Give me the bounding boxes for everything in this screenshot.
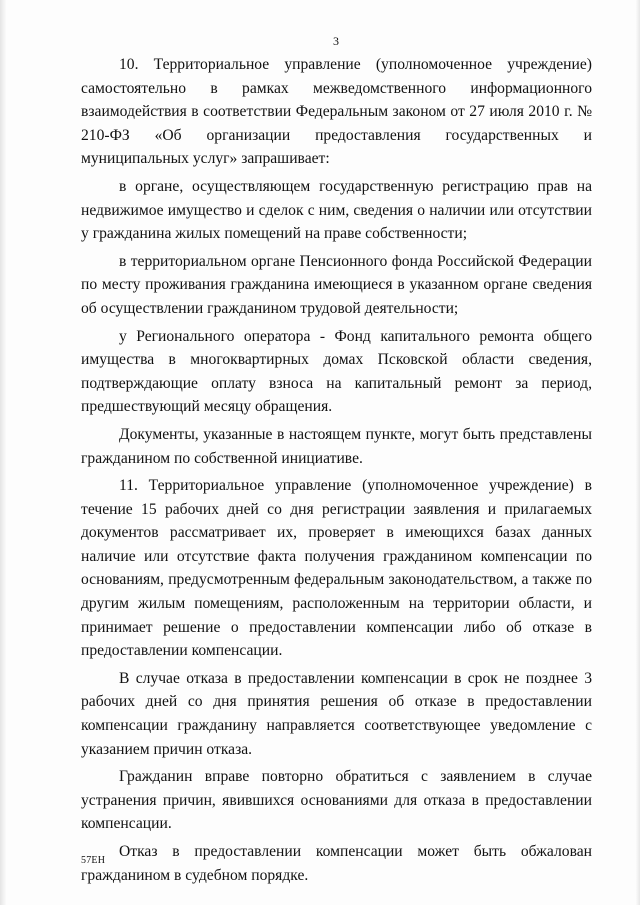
paragraph-rosreestr-request: в органе, осуществляющем государственную регистрацию прав на недвижимое имущество и сделок с ним, сведения о наличии или отсутствии у гражданина жилых помещений на праве собственности; bbox=[81, 177, 592, 243]
paragraph-item-10: 10. Территориальное управление (уполномоченное учреждение) самостоятельно в рамках межведомственного информационного взаимодействия в соответствии Федеральным законом от 27 июля 2010 г. № 210-ФЗ «Об организации предоставления государственных и муниципальных услуг» запрашивает: bbox=[81, 56, 592, 168]
scan-edge-left bbox=[0, 0, 6, 905]
document-body bbox=[81, 53, 592, 891]
scan-edge-right bbox=[636, 0, 640, 905]
paragraph-regional-operator-request: у Регионального оператора - Фонд капитального ремонта общего имущества в многоквартирных домах Псковской области сведения, подтверждающие оплату взноса на капитальный ремонт за период, предшествующий месяцу обращения. bbox=[81, 327, 592, 416]
paragraph-item-11: 11. Территориальное управление (уполномоченное учреждение) в течение 15 рабочих дней со дня регистрации заявления и прилагаемых документов рассматривает их, проверяет в имеющихся базах данных наличие или отсутствие факта получения гражданином компенсации по основаниям, предусмотренным федеральным законодательством, а также по другим жилым помещениям, расположенным на территории области, и принимает решение о предоставлении компенсации либо об отказе в предоставлении компенсации. bbox=[81, 477, 592, 660]
page-number: 3 bbox=[333, 34, 339, 48]
paragraph-documents-initiative: Документы, указанные в настоящем пункте, могут быть представлены гражданином по собственной инициативе. bbox=[81, 425, 592, 467]
paragraph-refusal-notice: В случае отказа в предоставлении компенсации в срок не позднее 3 рабочих дней со дня принятия решения об отказе в предоставлении компенсации гражданину направляется соответствующее уведомление с указанием причин отказа. bbox=[81, 669, 592, 758]
footer-code: 57ЕН bbox=[81, 855, 106, 866]
paragraph-reapplication: Гражданин вправе повторно обратиться с заявлением в случае устранения причин, явившихся основаниями для отказа в предоставлении компенсации. bbox=[81, 768, 592, 833]
paragraph-appeal: Отказ в предоставлении компенсации может быть обжалован гражданином в судебном порядке. bbox=[81, 843, 592, 884]
paragraph-pension-fund-request: в территориальном органе Пенсионного фонда Российской Федерации по месту проживания гражданина имеющиеся в указанном органе сведения об осуществлении гражданином трудовой деятельности; bbox=[81, 252, 592, 317]
